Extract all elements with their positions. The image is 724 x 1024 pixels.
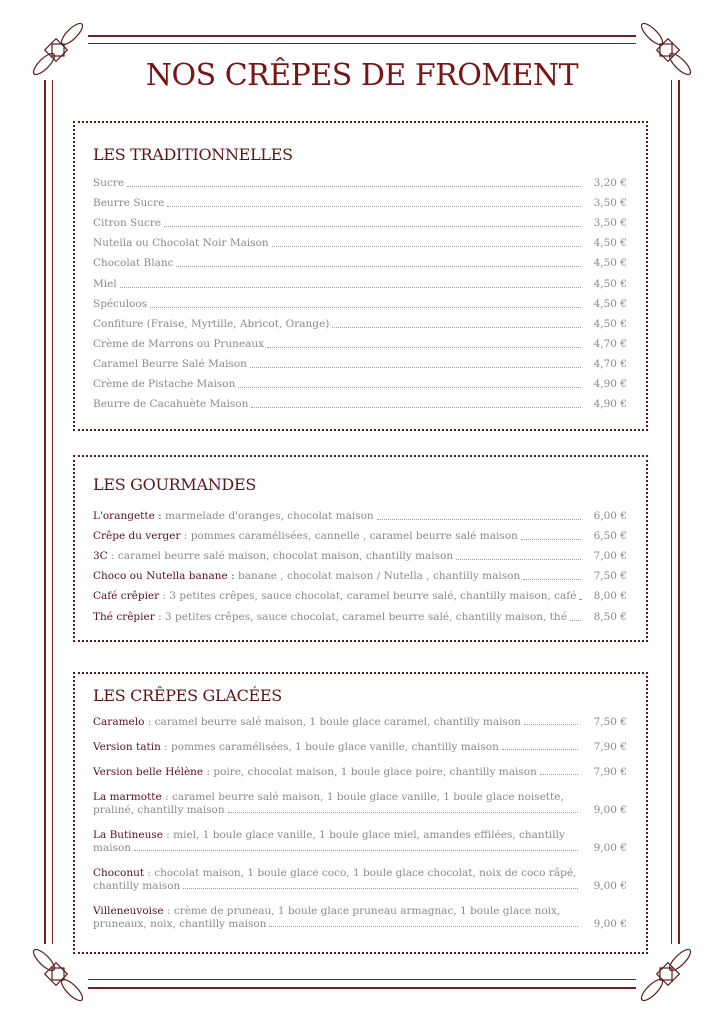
menu-item	[93, 210, 627, 230]
item-price: 9,00 €	[593, 918, 627, 930]
item-text	[93, 829, 579, 855]
item-description: : caramel beurre salé maison, chocolat maison, chantilly maison	[107, 550, 454, 563]
dot-leader	[267, 347, 581, 348]
item-name: Choconut	[93, 867, 145, 879]
item-text	[93, 611, 567, 624]
menu-item	[93, 270, 627, 290]
section-traditionnelles	[73, 121, 648, 431]
dot-leader	[183, 887, 578, 889]
dot-leader	[523, 579, 581, 580]
item-text	[93, 570, 520, 583]
frame-bottom-line-outer	[88, 987, 636, 989]
menu-item	[93, 371, 627, 391]
item-text	[93, 530, 518, 543]
item-text	[93, 716, 579, 729]
item-price: 6,50 €	[593, 530, 627, 543]
item-price: 9,00 €	[593, 880, 627, 892]
item-description: : crème de pruneau, 1 boule glace pruneau armagnac, 1 boule glace noix, pruneaux, noix, chantilly maison	[93, 905, 561, 930]
item-text	[93, 867, 579, 893]
item-price: 9,00 €	[593, 842, 627, 854]
item-price: 7,00 €	[593, 550, 627, 563]
item-name: Version belle Hélène	[93, 766, 204, 778]
item-description: : pommes caramélisées, 1 boule glace vanille, chantilly maison	[160, 741, 499, 753]
item-price: 3,50 €	[593, 197, 627, 210]
menu-item	[93, 503, 627, 523]
dot-leader	[570, 620, 581, 621]
dot-leader	[167, 206, 581, 207]
section-heading: LES TRADITIONNELLES	[93, 145, 293, 164]
dot-leader	[521, 539, 581, 540]
item-text	[93, 510, 374, 523]
dot-leader	[251, 407, 581, 408]
frame-left-line-outer	[44, 80, 46, 944]
item-name: Caramelo	[93, 716, 145, 728]
item-label: Caramel Beurre Salé Maison	[93, 357, 247, 370]
item-name: Version tatin	[93, 741, 161, 753]
item-price: 3,50 €	[593, 217, 627, 230]
frame-right-line-inner	[671, 80, 672, 944]
item-price: 4,50 €	[593, 277, 627, 290]
dot-leader	[332, 327, 581, 328]
menu-item	[93, 331, 627, 351]
item-price: 8,50 €	[593, 610, 627, 623]
item-price: 7,90 €	[593, 766, 627, 778]
menu-item	[93, 391, 627, 411]
item-price: 4,50 €	[593, 317, 627, 330]
menu-item	[93, 190, 627, 210]
menu-item	[93, 829, 627, 855]
item-description: : 3 petites crêpes, sauce chocolat, caramel beurre salé, chantilly maison, café	[159, 590, 577, 603]
item-name: La marmotte	[93, 791, 162, 803]
section-gourmandes	[73, 455, 648, 642]
item-price: 4,90 €	[593, 378, 627, 391]
item-label: Crème de Marrons ou Pruneaux	[93, 337, 265, 350]
item-text	[93, 791, 579, 817]
menu-list	[93, 170, 627, 411]
item-description: marmelade d'oranges, chocolat maison	[161, 510, 374, 523]
item-description: : 3 petites crêpes, sauce chocolat, caramel beurre salé, chantilly maison, thé	[154, 610, 567, 623]
item-price: 7,50 €	[593, 570, 627, 583]
item-price: 4,90 €	[593, 398, 627, 411]
item-label: Chocolat Blanc	[93, 257, 174, 270]
section-heading: LES CRÊPES GLACÉES	[93, 686, 282, 705]
item-description: : pommes caramélisées, cannelle , caramel beurre salé maison	[180, 530, 518, 543]
dot-leader	[269, 925, 578, 927]
menu-list	[93, 503, 627, 624]
menu-item	[93, 311, 627, 331]
item-price: 4,50 €	[593, 237, 627, 250]
menu-item	[93, 563, 627, 583]
item-price: 9,00 €	[593, 804, 627, 816]
item-description: : chocolat maison, 1 boule glace coco, 1 boule glace chocolat, noix de coco râpé, chantilly maison	[93, 867, 577, 892]
menu-item	[93, 250, 627, 270]
item-price: 4,70 €	[593, 337, 627, 350]
dot-leader	[377, 519, 581, 520]
item-price: 4,50 €	[593, 257, 627, 270]
section-heading: LES GOURMANDES	[93, 475, 256, 494]
frame-bottom-line-inner	[88, 979, 636, 980]
item-price: 4,70 €	[593, 357, 627, 370]
item-label: Confiture (Fraise, Myrtille, Abricot, Orange)	[93, 317, 330, 330]
item-name: Thé crêpier	[93, 610, 155, 623]
item-name: 3C	[93, 550, 108, 563]
item-text	[93, 905, 579, 931]
item-label: Spéculoos	[93, 297, 148, 310]
item-label: Sucre	[93, 177, 125, 190]
menu-item	[93, 230, 627, 250]
item-price: 4,50 €	[593, 297, 627, 310]
menu-item	[93, 523, 627, 543]
item-label: Beurre de Cacahuète Maison	[93, 398, 249, 411]
page-title: NOS CRÊPES DE FROMENT	[145, 58, 579, 93]
dot-leader	[272, 246, 581, 247]
menu-item	[93, 170, 627, 190]
item-name: Café crêpier	[93, 590, 160, 603]
item-name: Villeneuvoise	[93, 905, 164, 917]
dot-leader	[164, 226, 581, 227]
item-description: : miel, 1 boule glace vanille, 1 boule glace miel, amandes effilées, chantilly maison	[93, 829, 565, 854]
item-label: Beurre Sucre	[93, 197, 165, 210]
menu-item	[93, 716, 627, 729]
dot-leader	[176, 266, 581, 267]
dot-leader	[127, 186, 581, 187]
section-glacees	[73, 672, 648, 954]
item-label: Crème de Pistache Maison	[93, 378, 236, 391]
item-label: Miel	[93, 277, 117, 290]
item-text	[93, 741, 579, 754]
item-price: 3,20 €	[593, 177, 627, 190]
item-description: : poire, chocolat maison, 1 boule glace poire, chantilly maison	[203, 766, 537, 778]
item-description: : caramel beurre salé maison, 1 boule glace vanille, 1 boule glace noisette, praliné, chantilly maison	[93, 791, 564, 816]
item-text	[93, 590, 576, 603]
dot-leader	[238, 387, 581, 388]
menu-item	[93, 741, 627, 754]
item-description: banane , chocolat maison / Nutella , chantilly maison	[234, 570, 521, 583]
item-label: Citron Sucre	[93, 217, 162, 230]
item-name: Choco ou Nutella banane :	[93, 570, 235, 583]
menu-item	[93, 351, 627, 371]
frame-top-line-outer	[88, 35, 636, 37]
dot-leader	[540, 773, 578, 775]
item-label: Nutella ou Chocolat Noir Maison	[93, 237, 269, 250]
item-description: : caramel beurre salé maison, 1 boule glace caramel, chantilly maison	[144, 716, 521, 728]
dot-leader	[456, 559, 581, 560]
menu-item	[93, 543, 627, 563]
item-name: L'orangette :	[93, 510, 162, 523]
menu-item	[93, 791, 627, 817]
item-name: La Butineuse	[93, 829, 163, 841]
dot-leader	[502, 748, 578, 750]
menu-item	[93, 867, 627, 893]
dot-leader	[120, 287, 581, 288]
item-text	[93, 550, 453, 563]
frame-right-line-outer	[678, 80, 680, 944]
item-price: 6,00 €	[593, 510, 627, 523]
menu-item	[93, 291, 627, 311]
menu-item	[93, 905, 627, 931]
dot-leader	[579, 599, 581, 600]
item-text	[93, 766, 579, 779]
frame-top-line-inner	[88, 43, 636, 44]
dot-leader	[134, 849, 578, 851]
dot-leader	[228, 811, 578, 813]
item-price: 8,00 €	[593, 590, 627, 603]
menu-item	[93, 766, 627, 779]
item-price: 7,50 €	[593, 716, 627, 728]
menu-list	[93, 716, 627, 943]
item-price: 7,90 €	[593, 741, 627, 753]
dot-leader	[524, 723, 578, 725]
frame-left-line-inner	[52, 80, 53, 944]
menu-item	[93, 603, 627, 623]
dot-leader	[150, 307, 581, 308]
menu-item	[93, 583, 627, 603]
dot-leader	[250, 367, 581, 368]
item-name: Crêpe du verger	[93, 530, 181, 543]
